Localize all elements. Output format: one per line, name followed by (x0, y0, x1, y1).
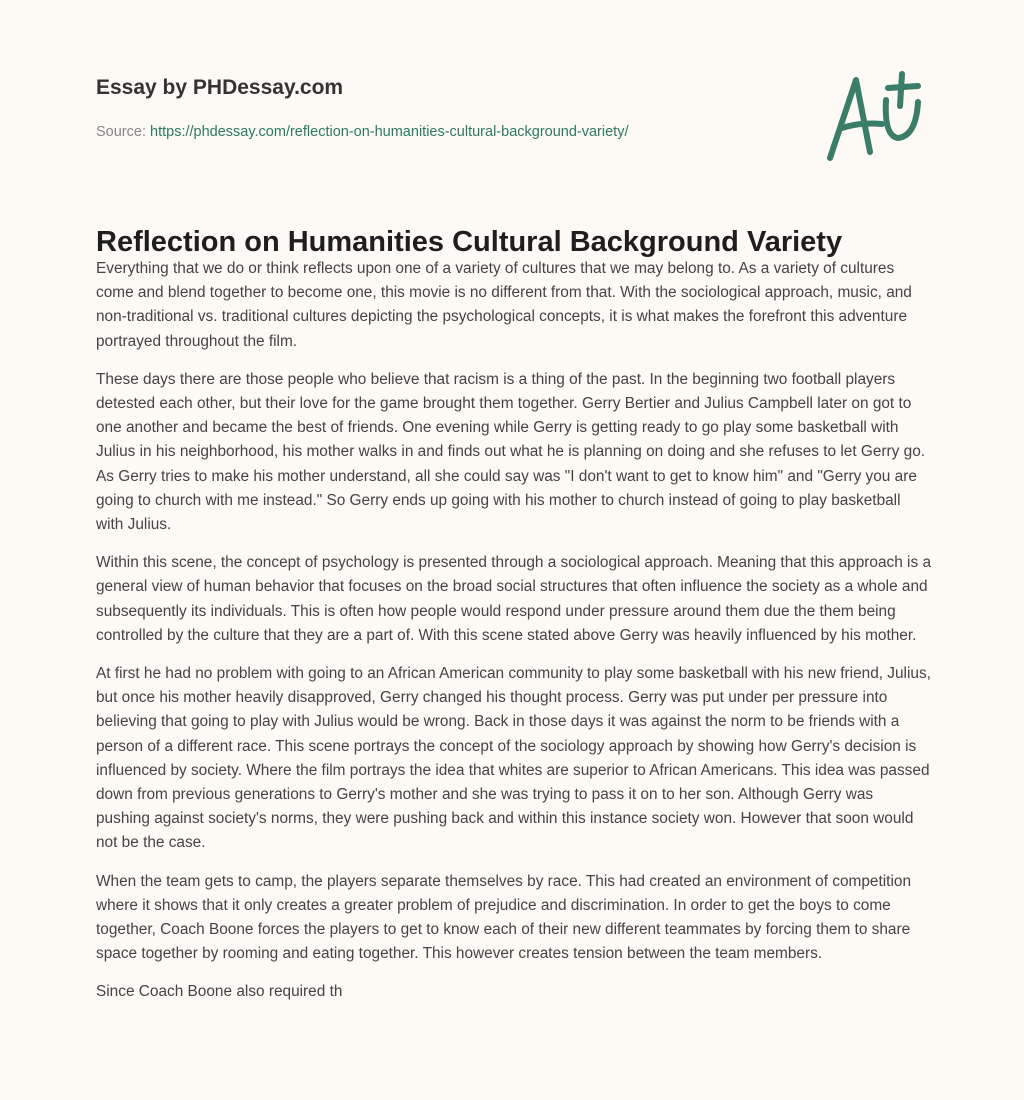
paragraph: Everything that we do or think reflects upon one of a variety of cultures that we may belong to. As a variety of cultures come and blend together to become one, this movie is no different from that. With the sociological approach, music, and non-traditional vs. traditional cultures depicting the psychological concepts, it is what makes the forefront this adventure portrayed throughout the film. (96, 260, 912, 350)
paragraph: Within this scene, the concept of psychology is presented through a sociological approach. Meaning that this approach is a general view of human behavior that focuses on the broad social structures that often influence the society as a whole and subsequently its individuals. This is often how people would respond under pressure around them due the them being controlled by the culture that they are a part of. With this scene stated above Gerry was heavily influenced by his mother. (96, 554, 932, 644)
a-plus-logo (820, 66, 930, 166)
article-body (96, 257, 931, 1019)
paragraph: When the team gets to camp, the players separate themselves by race. This had created an environment of competition where it shows that it only creates a greater problem of prejudice and discrimination. In order to get the boys to come together, Coach Boone forces the players to get to know each of their new different teammates by forcing them to share space together by rooming and eating together. This however creates tension between the team members. (96, 872, 911, 963)
source-line (96, 124, 628, 140)
paragraph: These days there are those people who believe that racism is a thing of the past. In the beginning two football players detested each other, but their love for the game brought them together. Gerry Bertier and Julius Campbell later on got to one another and became the best of friends. One evening while Gerry is getting ready to go play some basketball with Julius in his neighborhood, his mother walks in and finds out what he is planning on doing and she refuses to let Gerry go. As Gerry tries to make his mother understand, all she could say was "I don't want to get to know him" and "Gerry you are going to church with me instead." So Gerry ends up going with his mother to church instead of going to play basketball with Julius. (96, 370, 926, 534)
site-brand: Essay by PHDessay.com (96, 76, 344, 99)
source-link[interactable]: https://phdessay.com/reflection-on-humanities-cultural-background-variety/ (150, 124, 629, 140)
source-label: Source: (96, 124, 146, 140)
paragraph: At first he had no problem with going to an African American community to play some basketball with his new friend, Julius, but once his mother heavily disapproved, Gerry changed his thought process. Gerry was put under per pressure into believing that going to play with Julius would be wrong. Back in those days it was against the norm to be friends with a person of a different race. This scene portrays the concept of the sociology approach by showing how Gerry's decision is influenced by society. Where the film portrays the idea that whites are superior to African Americans. This idea was passed down from previous generations to Gerry's mother and she was trying to pass it on to her son. Although Gerry was pushing against society's norms, they were pushing back and within this instance society won. However that soon would not be the case. (96, 665, 931, 852)
paragraph-truncated: Since Coach Boone also required th (96, 983, 343, 1001)
article-title: Reflection on Humanities Cultural Background Variety (96, 226, 843, 258)
